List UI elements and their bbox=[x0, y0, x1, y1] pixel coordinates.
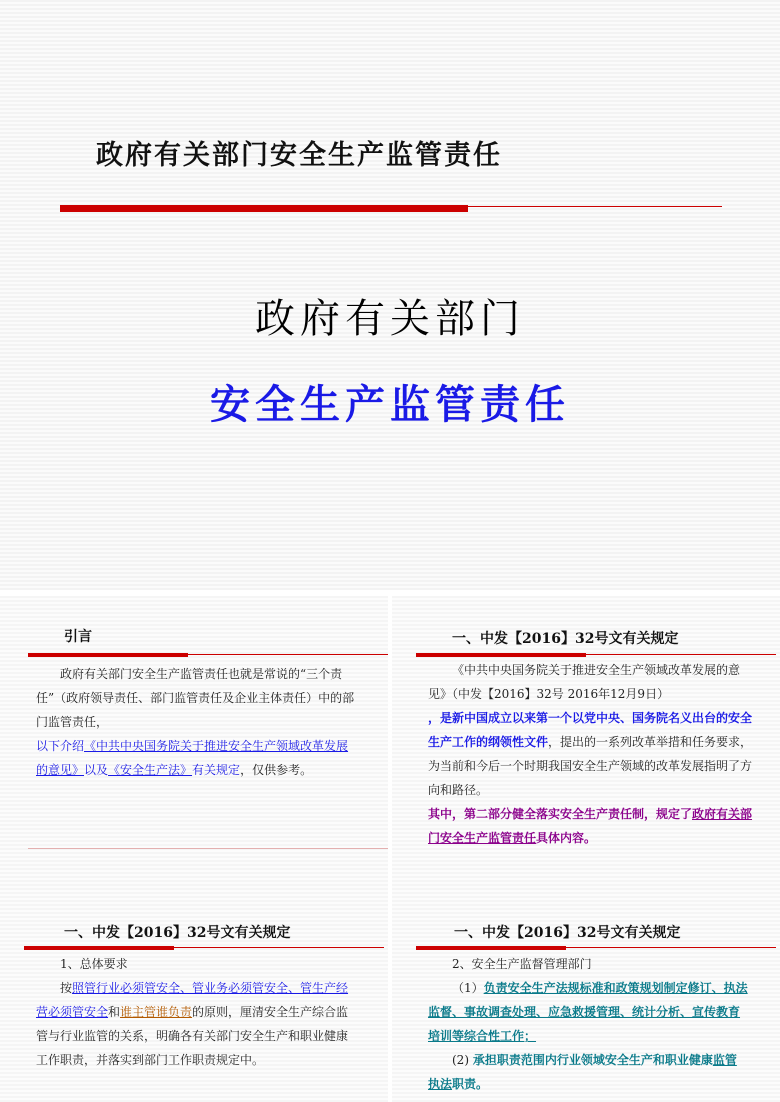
rule2-text: 和 bbox=[108, 1005, 121, 1019]
intro-paragraph-2 bbox=[36, 734, 358, 782]
intro-text: 有关规定 bbox=[192, 763, 241, 777]
red-accent-line bbox=[468, 206, 722, 207]
rule3-subtitle: 2、安全生产监督管理部门 bbox=[452, 957, 592, 971]
rule2-subtitle: 1、总体要求 bbox=[60, 957, 128, 971]
rule1-paragraph-3 bbox=[428, 802, 758, 850]
rule1-purple-text: 具体内容。 bbox=[536, 831, 597, 845]
red-accent-bar bbox=[60, 205, 468, 212]
slide-divider bbox=[28, 848, 388, 849]
rule2-text: 的原则，厘清安全生产综合监管与行业监管的关系，明确各有关部门安全生产和职业健康工作职责，并落实到部门工作职责规定中。 bbox=[36, 1005, 349, 1067]
rule2-text: 按 bbox=[60, 981, 73, 995]
item-number: （1） bbox=[452, 981, 484, 995]
intro-text: 以及 bbox=[84, 763, 109, 777]
law-link[interactable]: 《安全生产法》 bbox=[108, 763, 193, 777]
rule1-paragraph-1: 《中共中央国务院关于推进安全生产领域改革发展的意见》（中发【2016】32号 2016年12月9日） bbox=[428, 663, 741, 701]
rule-title: 一、中发【2016】32号文有关规定 bbox=[64, 925, 291, 941]
rule-slide-2 bbox=[0, 852, 388, 1102]
slide-header: 政府有关部门安全生产监管责任 bbox=[96, 140, 502, 171]
rule2-paragraph bbox=[36, 976, 356, 1072]
red-accent-line bbox=[188, 654, 388, 655]
intro-paragraph: 政府有关部门安全生产监管责任也就是常说的“三个责任”（政府领导责任、部门监管责任及企业主体责任）中的部门监管责任， bbox=[36, 667, 355, 729]
rule3-item-1 bbox=[428, 976, 748, 1048]
main-title-line2: 安全生产监管责任 bbox=[210, 381, 570, 428]
principle-link-2[interactable]: 谁主管谁负责 bbox=[120, 1005, 193, 1019]
intro-body bbox=[36, 662, 358, 782]
principle-link[interactable]: 照管行业必须管安全、管业务必须管安全、管生产经营必须管安全 bbox=[36, 981, 349, 1019]
intro-text: 以下介绍 bbox=[36, 739, 85, 753]
intro-slide bbox=[0, 596, 388, 852]
red-accent-bar bbox=[416, 653, 586, 657]
duty-link[interactable]: 负责安全生产法规标准和政策规划制定修订、执法监督、事故调查处理、应急救援管理、统计分析、宣传教育培训等综合性工作； bbox=[428, 981, 748, 1043]
intro-title: 引言 bbox=[64, 629, 92, 645]
main-title-line1: 政府有关部门 bbox=[255, 296, 525, 342]
rule-title: 一、中发【2016】32号文有关规定 bbox=[454, 925, 681, 941]
red-accent-line bbox=[586, 654, 776, 655]
rule3-body bbox=[428, 952, 748, 1096]
rule3-item-2 bbox=[428, 1048, 748, 1096]
rule1-body bbox=[428, 658, 758, 850]
rule1-paragraph-2 bbox=[428, 706, 758, 802]
red-accent-line bbox=[174, 947, 384, 948]
enforcement-link[interactable]: 监管执法 bbox=[428, 1053, 737, 1091]
red-accent-line bbox=[566, 947, 776, 948]
duty-text: 承担职责范围内行业领域安全生产和职业健康 bbox=[472, 1053, 713, 1067]
intro-text: ，仅供参考。 bbox=[240, 763, 313, 777]
red-accent-bar bbox=[28, 653, 188, 657]
rule-slide-1 bbox=[392, 596, 780, 852]
duty-text: 职责。 bbox=[452, 1077, 489, 1091]
rule1-highlight: ，是新中国成立以来第一个以党中央、国务院名义出台的安全生产工作的纲领性文件 bbox=[428, 711, 753, 749]
rule-title: 一、中发【2016】32号文有关规定 bbox=[452, 631, 679, 647]
rule1-purple-text: 其中，第二部分健全落实安全生产责任制，规定了 bbox=[428, 807, 693, 821]
rule-slide-3 bbox=[392, 852, 780, 1102]
rule2-body bbox=[36, 952, 356, 1072]
rule1-text: ，提出的一系列改革举措和任务要求，为当前和今后一个时期我国安全生产领域的改革发展指明了方向和路径。 bbox=[428, 735, 753, 797]
policy-link[interactable]: 《中共中央国务院关于推进安全生产领域改革发展的意见》 bbox=[36, 739, 349, 777]
red-accent-bar bbox=[416, 946, 566, 950]
item-number: (2) bbox=[452, 1053, 469, 1067]
red-accent-bar bbox=[24, 946, 174, 950]
responsibility-link[interactable]: 政府有关部门安全生产监管责任 bbox=[428, 807, 753, 845]
